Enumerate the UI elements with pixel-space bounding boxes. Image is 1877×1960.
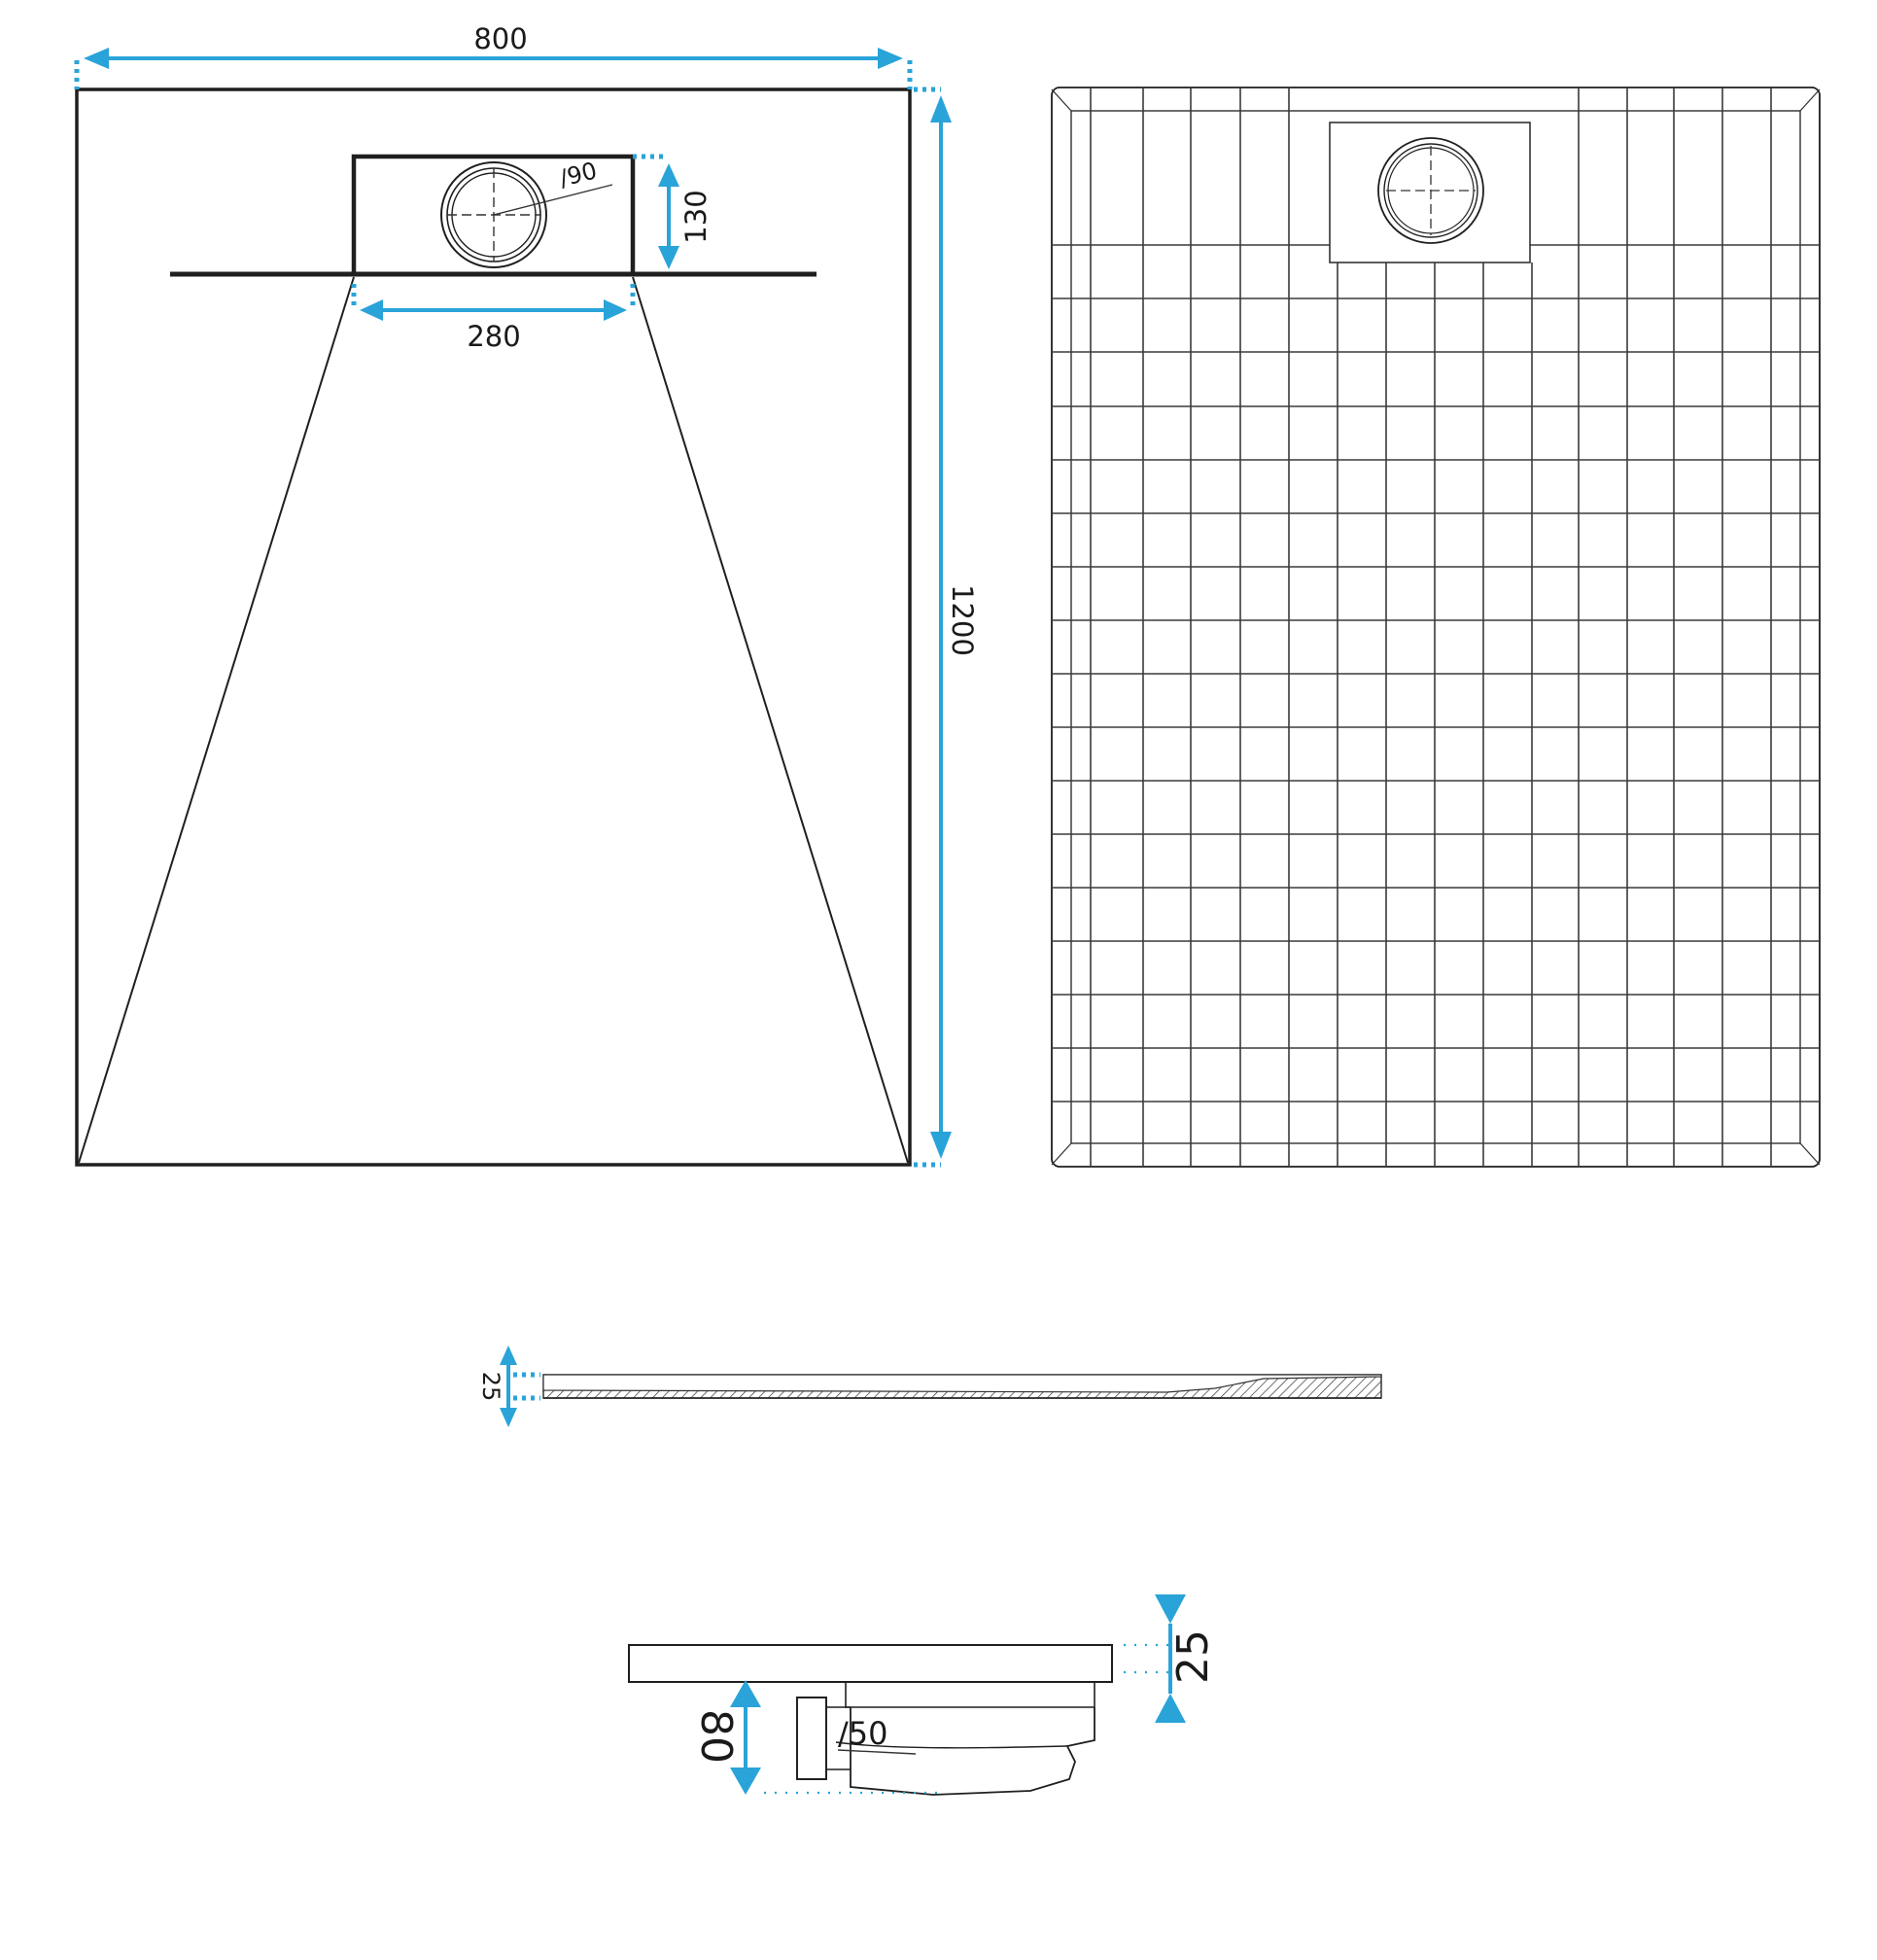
side-thickness-label: 25 xyxy=(477,1371,504,1402)
slope-line-right xyxy=(633,277,908,1163)
siphon-height-dimension xyxy=(730,1680,943,1795)
thickness-dimension xyxy=(500,1346,540,1427)
drain-width-dimension xyxy=(354,284,633,321)
width-label: 800 xyxy=(473,22,528,55)
outlet-diameter-label: ∕50 xyxy=(838,1715,888,1752)
tray-thickness-label: 25 xyxy=(1168,1629,1218,1684)
drain-width-label: 280 xyxy=(467,320,521,353)
siphon-outlet xyxy=(797,1698,826,1779)
top-view xyxy=(77,22,979,1165)
textured-top-view xyxy=(1052,88,1820,1167)
side-profile xyxy=(500,1346,1381,1427)
drain-grate-icon xyxy=(1378,138,1483,243)
siphon-height-label: 80 xyxy=(691,1709,741,1764)
length-label: 1200 xyxy=(946,584,979,656)
slope-line-left xyxy=(79,277,354,1163)
drain-detail xyxy=(629,1594,1186,1795)
tray-section xyxy=(629,1645,1112,1682)
drain-depth-label: 130 xyxy=(679,190,713,244)
drain-diameter-label: ∕90 xyxy=(556,157,600,192)
drain-depth-dimension xyxy=(633,157,679,269)
